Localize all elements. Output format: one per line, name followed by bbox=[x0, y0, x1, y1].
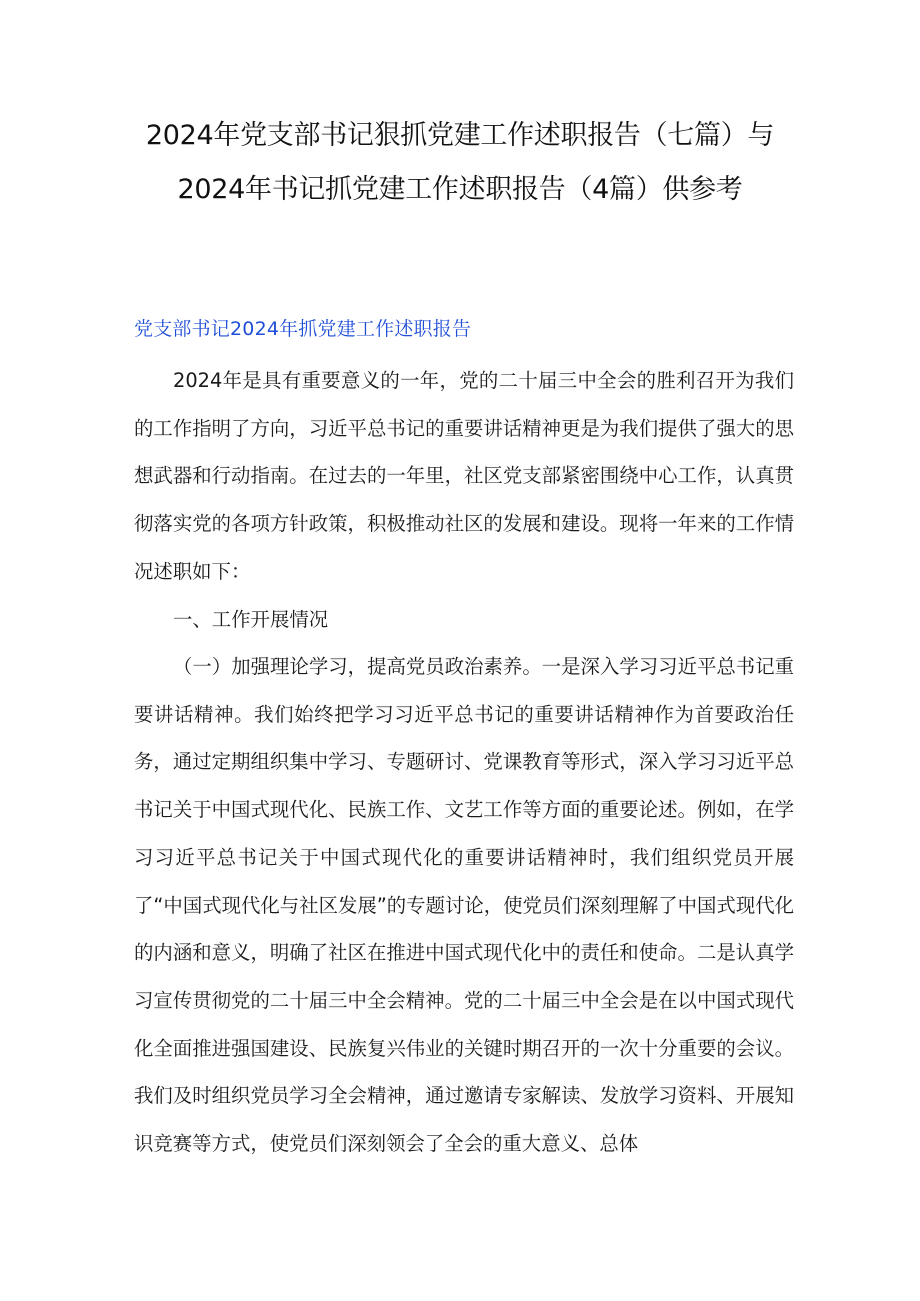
document-title-line-1: 2024年党支部书记狠抓党建工作述职报告（七篇）与 bbox=[145, 120, 775, 151]
intro-paragraph: 2024年是具有重要意义的一年，党的二十届三中全会的胜利召开为我们的工作指明了方向，习近平总书记的重要讲话精神更是为我们提供了强大的思想武器和行动指南。在过去的一年里，社区党支部紧密围绕中心工作，认真贯彻落实党的各项方针政策，积极推动社区的发展和建设。现将一年来的工作情况述职如下： bbox=[134, 369, 794, 583]
section-heading-link[interactable]: 党支部书记2024年抓党建工作述职报告 bbox=[134, 318, 472, 340]
document-title-line-2: 2024年书记抓党建工作述职报告（4篇）供参考 bbox=[177, 174, 743, 205]
subsection-heading: 一、工作开展情况 bbox=[173, 608, 329, 631]
body-paragraph: （一）加强理论学习，提高党员政治素养。一是深入学习习近平总书记重要讲话精神。我们始终把学习习近平总书记的重要讲话精神作为首要政治任务，通过定期组织集中学习、专题研讨、党课教育等形式，深入学习习近平总书记关于中国式现代化、民族工作、文艺工作等方面的重要论述。例如，在学习习近平总书记关于中国式现代化的重要讲话精神时，我们组织党员开展了“中国式现代化与社区发展”的专题讨论，使党员们深刻理解了中国式现代化的内涵和意义，明确了社区在推进中国式现代化中的责任和使命。二是认真学习宣传贯彻党的二十届三中全会精神。党的二十届三中全会是在以中国式现代化全面推进强国建设、民族复兴伟业的关键时期召开的一次十分重要的会议。我们及时组织党员学习全会精神，通过邀请专家解读、发放学习资料、开展知识竞赛等方式，使党员们深刻领会了全会的重大意义、总体 bbox=[134, 655, 794, 1156]
